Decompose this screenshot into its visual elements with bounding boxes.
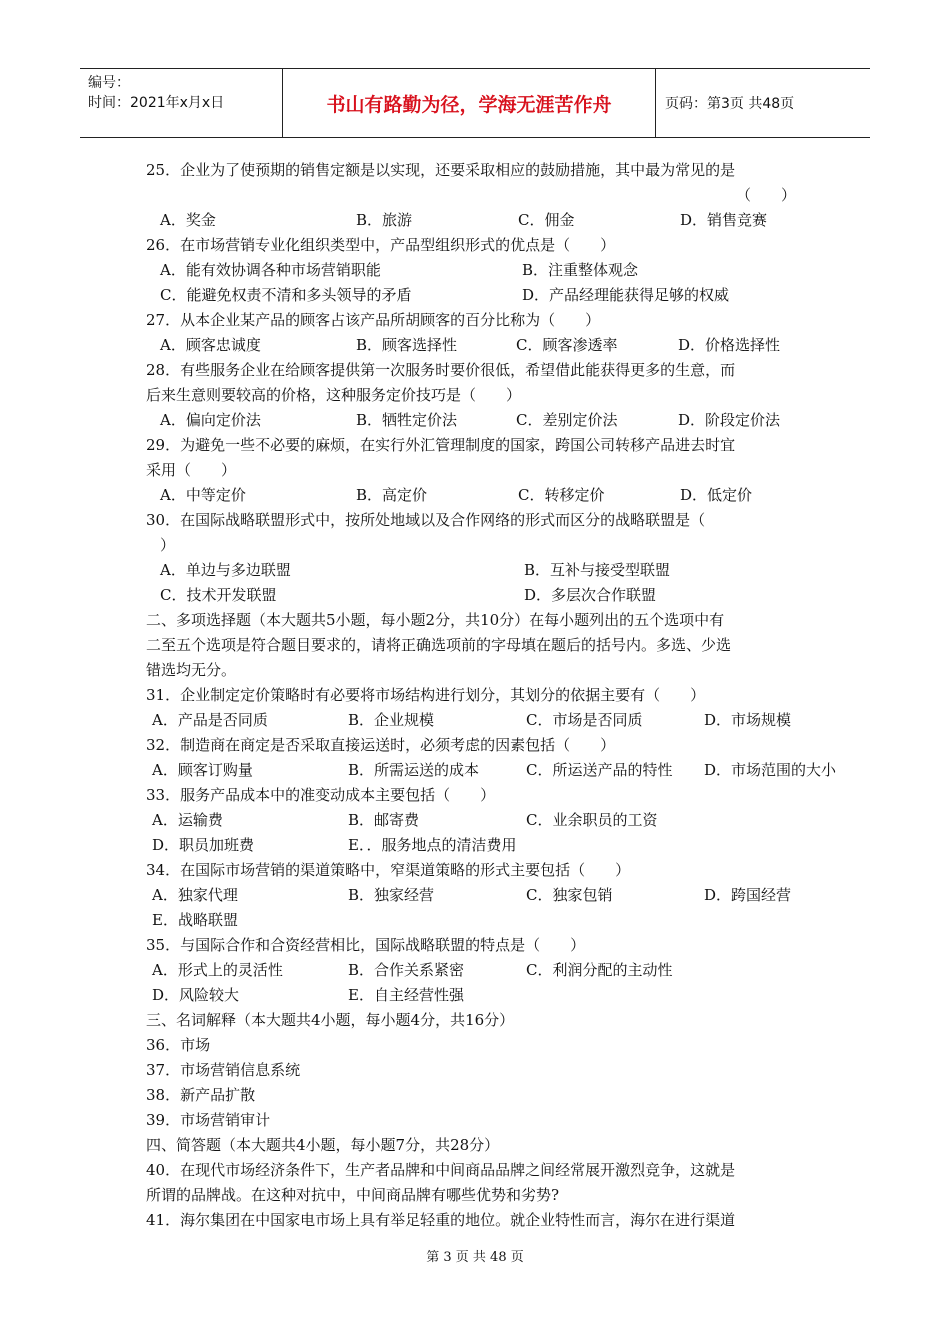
section-2-heading-line-1: 二、多项选择题（本大题共5小题，每小题2分，共10分）在每小题列出的五个选项中有 bbox=[146, 611, 725, 629]
question-26: 26．在市场营销专业化组织类型中，产品型组织形式的优点是（ ） bbox=[146, 236, 616, 254]
question-36: 36．市场 bbox=[146, 1036, 211, 1054]
question-29-line-2: 采用（ ） bbox=[146, 461, 237, 479]
option-c: C．能避免权责不清和多头领导的矛盾 bbox=[160, 286, 412, 304]
option-a: A．偏向定价法 bbox=[160, 411, 261, 429]
question-41: 41．海尔集团在中国家电市场上具有举足轻重的地位。就企业特性而言，海尔在进行渠道 bbox=[146, 1211, 736, 1229]
option-c: C．业余职员的工资 bbox=[526, 811, 658, 829]
question-32: 32．制造商在商定是否采取直接运送时，必须考虑的因素包括（ ） bbox=[146, 736, 616, 754]
answer-bracket: （ ） bbox=[735, 186, 796, 204]
question-38: 38．新产品扩散 bbox=[146, 1086, 256, 1104]
option-e: E．．服务地点的清洁费用 bbox=[348, 836, 517, 854]
header-number: 编号： bbox=[88, 75, 130, 91]
question-37: 37．市场营销信息系统 bbox=[146, 1061, 301, 1079]
question-34-options-1 bbox=[146, 883, 826, 908]
section-2-heading-line-3: 错选均无分。 bbox=[146, 661, 237, 679]
question-39: 39．市场营销审计 bbox=[146, 1111, 271, 1129]
option-b: B．独家经营 bbox=[348, 886, 435, 904]
option-c: C．顾客渗透率 bbox=[516, 336, 618, 354]
question-30-options-2 bbox=[146, 583, 826, 608]
question-30-options-1 bbox=[146, 558, 826, 583]
question-32-options bbox=[146, 758, 837, 783]
question-33-options-1 bbox=[146, 808, 826, 833]
option-b: B．高定价 bbox=[356, 486, 428, 504]
question-27: 27．从本企业某产品的顾客占该产品所胡顾客的百分比称为（ ） bbox=[146, 311, 601, 329]
question-34-options-2 bbox=[146, 908, 826, 933]
option-a: A．顾客忠诚度 bbox=[160, 336, 261, 354]
option-c: C．佣金 bbox=[518, 211, 575, 229]
question-33: 33．服务产品成本中的准变动成本主要包括（ ） bbox=[146, 786, 496, 804]
question-31: 31．企业制定定价策略时有必要将市场结构进行划分，其划分的依据主要有（ ） bbox=[146, 686, 706, 704]
section-4-heading: 四、简答题（本大题共4小题，每小题7分，共28分） bbox=[146, 1136, 500, 1154]
question-34: 34．在国际市场营销的渠道策略中，窄渠道策略的形式主要包括（ ） bbox=[146, 861, 631, 879]
question-28-line-1: 28．有些服务企业在给顾客提供第一次服务时要价很低，希望借此能获得更多的生意，而 bbox=[146, 361, 736, 379]
question-35-options-1 bbox=[146, 958, 826, 983]
option-b: B．互补与接受型联盟 bbox=[524, 561, 671, 579]
option-c: C．利润分配的主动性 bbox=[526, 961, 673, 979]
option-c: C．独家包销 bbox=[526, 886, 613, 904]
question-35-options-2 bbox=[146, 983, 826, 1008]
option-d: D．多层次合作联盟 bbox=[524, 586, 657, 604]
exam-content bbox=[146, 158, 837, 1233]
question-25-bracket-line bbox=[146, 183, 826, 208]
question-28-line-2: 后来生意则要较高的价格，这种服务定价技巧是（ ） bbox=[146, 386, 522, 404]
option-a: A．奖金 bbox=[160, 211, 216, 229]
option-a: A．形式上的灵活性 bbox=[152, 961, 283, 979]
option-c: C．技术开发联盟 bbox=[160, 586, 277, 604]
option-c: C．所运送产品的特性 bbox=[526, 761, 673, 779]
option-d: D．价格选择性 bbox=[678, 336, 781, 354]
option-a: A．产品是否同质 bbox=[152, 711, 268, 729]
option-e: E．战略联盟 bbox=[152, 911, 238, 929]
question-29-options bbox=[146, 483, 826, 508]
option-a: A．单边与多边联盟 bbox=[160, 561, 291, 579]
option-b: B．顾客选择性 bbox=[356, 336, 458, 354]
header-page-label: 页码：第3页 共48页 bbox=[665, 96, 795, 112]
option-a: A．独家代理 bbox=[152, 886, 238, 904]
option-b: B．企业规模 bbox=[348, 711, 435, 729]
option-d: D．市场范围的大小 bbox=[704, 761, 837, 779]
header-motto: 书山有路勤为径，学海无涯苦作舟 bbox=[283, 69, 656, 137]
option-d: D．市场规模 bbox=[704, 711, 792, 729]
option-c: C．市场是否同质 bbox=[526, 711, 643, 729]
question-30-line-1: 30．在国际战略联盟形式中，按所处地域以及合作网络的形式而区分的战略联盟是（ bbox=[146, 511, 706, 529]
page-footer: 第 3 页 共 48 页 bbox=[426, 1250, 524, 1265]
option-b: B．旅游 bbox=[356, 211, 413, 229]
question-33-options-2 bbox=[146, 833, 826, 858]
option-b: B．邮寄费 bbox=[348, 811, 420, 829]
option-a: A．运输费 bbox=[152, 811, 223, 829]
page-header bbox=[80, 68, 870, 138]
header-date: 时间：2021年x月x日 bbox=[88, 95, 225, 111]
option-b: B．牺牲定价法 bbox=[356, 411, 458, 429]
section-2-heading-line-2: 二至五个选项是符合题目要求的，请将正确选项前的字母填在题后的括号内。多选、少选 bbox=[146, 636, 732, 654]
option-b: B．合作关系紧密 bbox=[348, 961, 465, 979]
section-3-heading: 三、名词解释（本大题共4小题，每小题4分，共16分） bbox=[146, 1011, 515, 1029]
question-29-line-1: 29．为避免一些不必要的麻烦，在实行外汇管理制度的国家，跨国公司转移产品进去时宜 bbox=[146, 436, 736, 454]
question-30-line-2: ） bbox=[160, 536, 176, 554]
question-27-options bbox=[146, 333, 826, 358]
option-d: D．职员加班费 bbox=[152, 836, 255, 854]
header-info-cell bbox=[80, 69, 283, 137]
question-26-options-2 bbox=[146, 283, 826, 308]
question-28-options bbox=[146, 408, 826, 433]
question-40-line-1: 40．在现代市场经济条件下，生产者品牌和中间商品品牌之间经常展开激烈竞争，这就是 bbox=[146, 1161, 736, 1179]
option-d: D．风险较大 bbox=[152, 986, 240, 1004]
question-26-options-1 bbox=[146, 258, 826, 283]
option-a: A．顾客订购量 bbox=[152, 761, 253, 779]
question-25-options bbox=[146, 208, 826, 233]
question-40-line-2: 所谓的品牌战。在这种对抗中，中间商品牌有哪些优势和劣势? bbox=[146, 1186, 560, 1204]
option-d: D．阶段定价法 bbox=[678, 411, 781, 429]
question-31-options bbox=[146, 708, 826, 733]
option-d: D．低定价 bbox=[680, 486, 753, 504]
option-a: A．能有效协调各种市场营销职能 bbox=[160, 261, 381, 279]
option-b: B．注重整体观念 bbox=[522, 261, 639, 279]
option-c: C．差别定价法 bbox=[516, 411, 618, 429]
question-25: 25．企业为了使预期的销售定额是以实现，还要采取相应的鼓励措施，其中最为常见的是 bbox=[146, 161, 736, 179]
option-c: C．转移定价 bbox=[518, 486, 605, 504]
option-e: E．自主经营性强 bbox=[348, 986, 464, 1004]
option-d: D．产品经理能获得足够的权威 bbox=[522, 286, 730, 304]
option-d: D．销售竞赛 bbox=[680, 211, 768, 229]
option-b: B．所需运送的成本 bbox=[348, 761, 480, 779]
question-35: 35．与国际合作和合资经营相比，国际战略联盟的特点是（ ） bbox=[146, 936, 586, 954]
option-a: A．中等定价 bbox=[160, 486, 246, 504]
option-d: D．跨国经营 bbox=[704, 886, 792, 904]
